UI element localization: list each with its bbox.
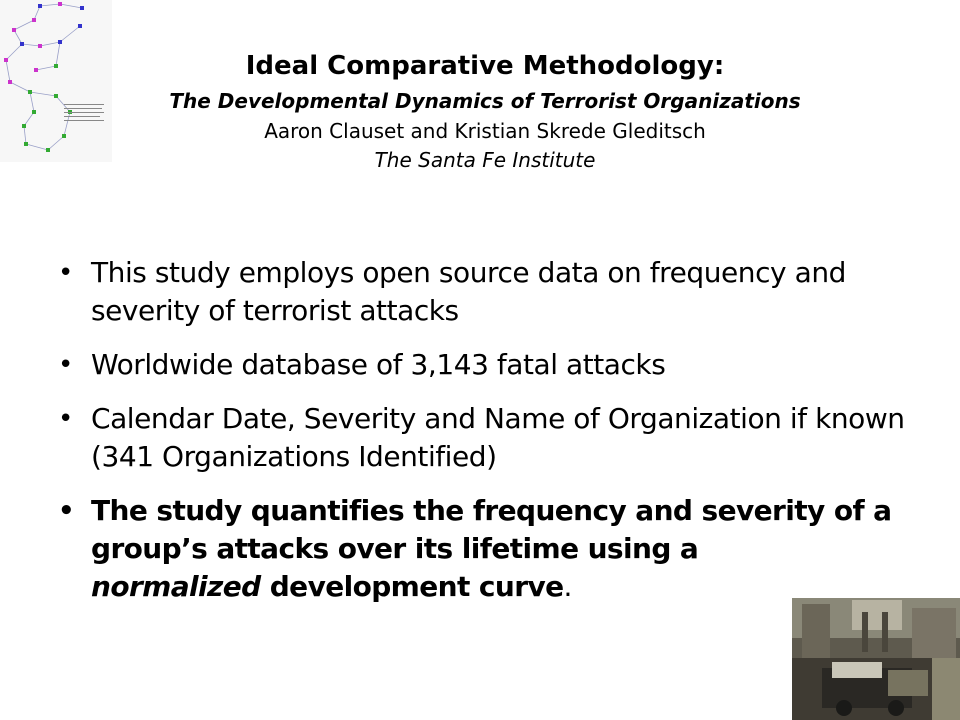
bullet-text: The study quantifies the frequency and severity of a group’s attacks over its lifetime using a — [91, 494, 892, 565]
bullet-text: development curve — [269, 570, 564, 603]
bullet-text: This study employs open source data on frequency and severity of terrorist attacks — [91, 256, 846, 327]
bullet-item — [58, 492, 928, 606]
bullet-item — [58, 346, 928, 384]
bullet-dot-icon: • — [58, 496, 75, 526]
bullet-dot-icon: • — [58, 350, 73, 380]
bullet-item — [58, 254, 928, 330]
bullet-text-period: . — [563, 570, 572, 603]
slide-authors: Aaron Clauset and Kristian Skrede Gleditsch — [264, 118, 706, 143]
bullet-dot-icon: • — [58, 258, 73, 288]
network-graph-image — [0, 0, 112, 162]
bullet-item — [58, 400, 928, 476]
bullet-text-emphasis: normalized — [91, 570, 261, 603]
bullet-list — [58, 254, 928, 622]
slide-subtitle: The Developmental Dynamics of Terrorist Organizations — [169, 89, 801, 114]
title-block — [100, 50, 870, 174]
slide-title: Ideal Comparative Methodology: — [245, 51, 725, 81]
bombing-aftermath-photo — [792, 598, 960, 720]
slide-institution: The Santa Fe Institute — [374, 148, 596, 173]
bullet-text: Worldwide database of 3,143 fatal attacks — [91, 348, 666, 381]
bullet-text: Calendar Date, Severity and Name of Organization if known (341 Organizations Identified) — [91, 402, 905, 473]
bullet-dot-icon: • — [58, 404, 73, 434]
